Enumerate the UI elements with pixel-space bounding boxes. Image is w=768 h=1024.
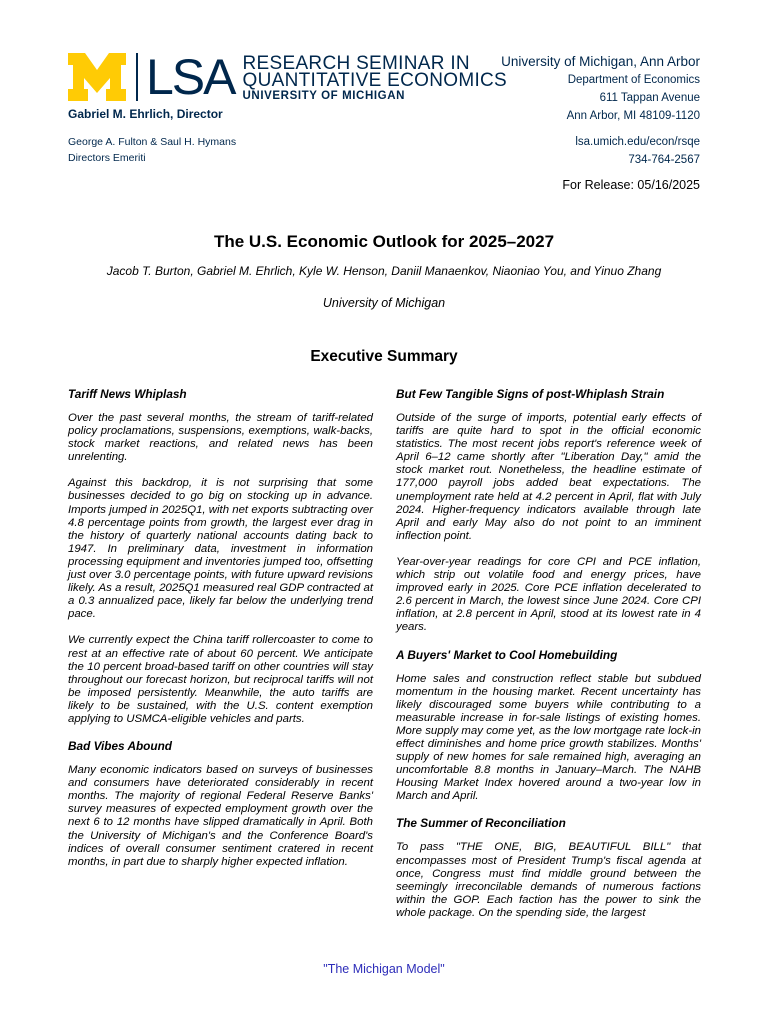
paragraph: Home sales and construction reflect stable but subdued momentum in the housing market. Recent uncertainty has likely discouraged some buyers while contributing to a measurable increase in for-sale listings of existing homes. More supply may come yet, as the low mortgage rate lock-in effect diminishes and home price growth stabilizes. Months' supply of new homes for sale remained high, averaging an uncomfortable 8.8 months in January–March. The NAHB Housing Market Index hovered around a two-year low in March and April. <box>396 672 701 803</box>
emeriti-title: Directors Emeriti <box>68 152 146 164</box>
section-heading: A Buyers' Market to Cool Homebuilding <box>396 647 618 662</box>
letterhead <box>0 0 768 200</box>
city-address: Ann Arbor, MI 48109-1120 <box>566 110 700 122</box>
right-column <box>396 387 701 933</box>
release-date: For Release: 05/16/2025 <box>562 178 700 192</box>
university-name: University of Michigan, Ann Arbor <box>501 54 700 69</box>
address-block <box>501 53 700 169</box>
seminar-line-1: RESEARCH SEMINAR IN <box>242 53 470 74</box>
paragraph: Many economic indicators based on surveys of businesses and consumers have deteriorated considerably in recent months. The majority of regional Federal Reserve Banks' survey measures of expected employment growth over the next 6 to 12 months have slipped dramatically in April. Both the University of Michigan's and the Conference Board's indices of overall consumer sentiment cratered in recent months, in part due to sharply higher expected inflation. <box>68 764 373 868</box>
authors: Jacob T. Burton, Gabriel M. Ehrlich, Kyle W. Henson, Daniil Manaenkov, Niaoniao You, and Yinuo Zhang <box>106 264 662 278</box>
seminar-name <box>243 55 508 103</box>
seminar-line-2: QUANTITATIVE ECONOMICS <box>242 70 508 91</box>
section-heading: But Few Tangible Signs of post-Whiplash Strain <box>396 387 665 401</box>
paragraph: Over the past several months, the stream of tariff-related policy proclamations, suspensions, exemptions, walk-backs, stock market reactions, and related news has been unrelenting. <box>68 412 373 464</box>
seminar-line-3: UNIVERSITY OF MICHIGAN <box>242 90 406 102</box>
left-column <box>68 387 373 882</box>
directors-emeriti <box>68 134 236 166</box>
section-heading: Tariff News Whiplash <box>68 387 187 401</box>
logo-divider <box>136 53 138 101</box>
document-title: The U.S. Economic Outlook for 2025–2027 <box>213 232 555 251</box>
director-name: Gabriel M. Ehrlich, Director <box>68 107 223 121</box>
section-heading: The Summer of Reconciliation <box>396 816 566 831</box>
block-m-icon <box>68 53 126 101</box>
section-heading: Bad Vibes Abound <box>68 739 172 754</box>
paragraph: Year-over-year readings for core CPI and PCE inflation, which strip out volatile food and energy prices, have improved early in 2025. Core PCE inflation decelerated to 2.6 percent in March, the lowest since June 2024. Core CPI inflation, at 2.8 percent in April, stood at its lowest rate in 4 years. <box>396 555 701 634</box>
rsqe-logo <box>68 49 508 105</box>
website-link[interactable]: lsa.umich.edu/econ/rsqe <box>575 136 700 148</box>
footer-tagline: "The Michigan Model" <box>323 962 445 976</box>
lsa-wordmark: LSA <box>146 49 235 105</box>
paragraph: We currently expect the China tariff rollercoaster to come to rest at an effective rate of about 60 percent. We anticipate the 10 percent broad-based tariff on other countries will stay throughout our forecast horizon, but reciprocal tariffs will not be imposed persistently. Meanwhile, the auto tariffs are likely to be sustained, with the U.S. content exemption applying to USMCA-eligible vehicles and parts. <box>68 634 373 725</box>
section-title: Executive Summary <box>310 348 458 365</box>
phone-number: 734-764-2567 <box>628 154 700 166</box>
paragraph: Against this backdrop, it is not surprising that some businesses decided to go big on stocking up in advance. Imports jumped in 2025Q1, with net exports subtracting over 4.8 percentage points from growth, the largest ever drag in the history of quarterly national accounts dating back to 1947. In preliminary data, investment in information processing equipment and inventories jumped too, offsetting just over 3.0 percentage points, with future upward revisions likely. As a result, 2025Q1 measured real GDP contracted at a 0.3 annualized pace, likely far below the underlying trend pace. <box>68 477 373 621</box>
paragraph: To pass "THE ONE, BIG, BEAUTIFUL BILL" that encompasses most of President Trump's fiscal agenda at once, Congress must find middle ground between the seemingly irreconcilable demands of numerous factions within the GOP. Each faction has the power to sink the whole package. On the spending side, the largest <box>396 841 701 919</box>
department-name: Department of Economics <box>567 74 700 86</box>
paragraph: Outside of the surge of imports, potential early effects of tariffs are quite hard to spot in the official economic statistics. The most recent jobs report's reference week of April 6–12 came shortly after "Liberation Day," amid the stock market rout. Nonetheless, the headline estimate of 177,000 payroll jobs added beat expectations. The unemployment rate held at 4.2 percent in April, flat with July 2024. Higher-frequency indicators available through late April and early May also do not point to an imminent inflection point. <box>396 412 701 542</box>
affiliation: University of Michigan <box>322 296 446 310</box>
street-address: 611 Tappan Avenue <box>599 92 700 104</box>
emeriti-names: George A. Fulton & Saul H. Hymans <box>68 136 237 148</box>
